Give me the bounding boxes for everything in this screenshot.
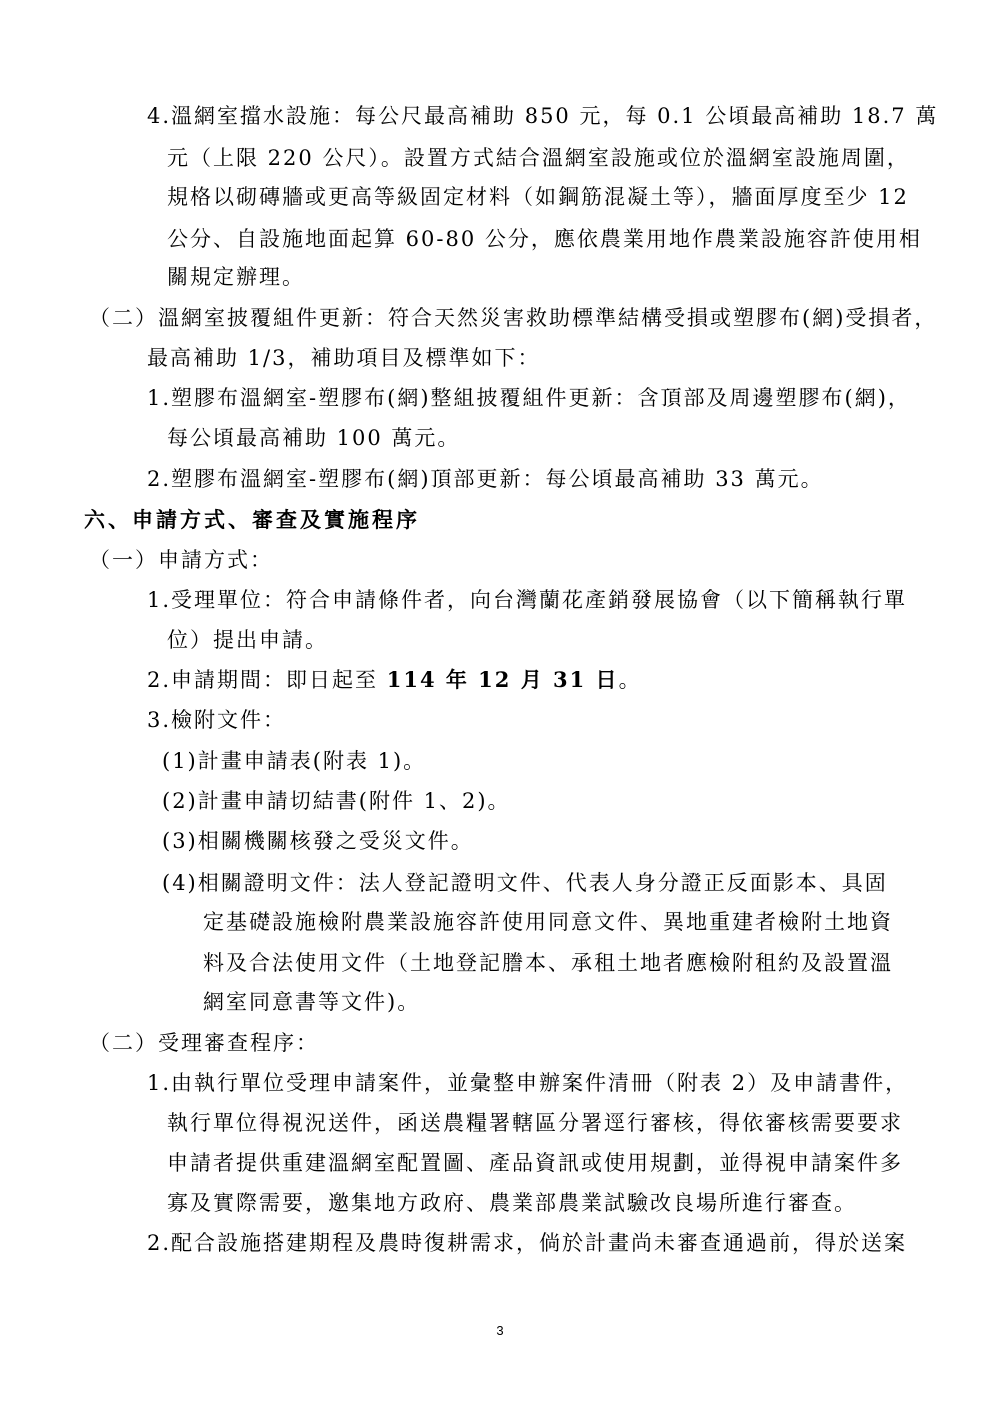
list-item-construction-schedule: 2.配合設施搭建期程及農時復耕需求，倘於計畫尚未審查通過前，得於送案 xyxy=(147,1231,908,1255)
paragraph-line: 規格以砌磚牆或更高等級固定材料（如鋼筋混凝土等），牆面厚度至少 12 xyxy=(167,185,909,209)
paragraph-line: 寡及實際需要，邀集地方政府、農業部農業試驗改良場所進行審查。 xyxy=(167,1191,857,1215)
paragraph-line: 料及合法使用文件（土地登記謄本、承租土地者應檢附租約及設置溫 xyxy=(203,951,893,975)
list-item-review-process: 1.由執行單位受理申請案件，並彙整申辦案件清冊（附表 2）及申請書件， xyxy=(147,1071,909,1095)
subsection-heading-review-procedure: （二）受理審查程序： xyxy=(89,1031,319,1055)
sub-item-certification-documents: (4)相關證明文件：法人登記證明文件、代表人身分證正反面影本、具固 xyxy=(162,871,888,895)
section-item-cover-component-renewal: （二）溫網室披覆組件更新：符合天然災害救助標準結構受損或塑膠布(網)受損者， xyxy=(89,306,938,330)
paragraph-line: 元（上限 220 公尺）。設置方式結合溫網室設施或位於溫網室設施周圍， xyxy=(167,146,910,170)
list-item-full-cover-renewal: 1.塑膠布溫網室-塑膠布(網)整組披覆組件更新：含頂部及周邊塑膠布(網)， xyxy=(147,386,911,410)
sub-item-disaster-documents: (3)相關機關核發之受災文件。 xyxy=(162,829,474,853)
sub-item-application-form: (1)計畫申請表(附表 1)。 xyxy=(162,749,427,773)
paragraph-line: 公分、自設施地面起算 60-80 公分，應依農業用地作農業設施容許使用相 xyxy=(167,227,922,251)
list-item-roof-renewal: 2.塑膠布溫網室-塑膠布(網)頂部更新：每公頃最高補助 33 萬元。 xyxy=(147,467,824,491)
paragraph-line: 申請者提供重建溫網室配置圖、產品資訊或使用規劃，並得視申請案件多 xyxy=(167,1151,903,1175)
paragraph-line: 每公頃最高補助 100 萬元。 xyxy=(167,426,461,450)
paragraph-line: 位）提出申請。 xyxy=(167,628,328,652)
application-period-label: 2.申請期間：即日起至 xyxy=(147,668,387,692)
application-deadline: 114 年 12 月 31 日 xyxy=(386,667,619,692)
paragraph-line: 網室同意書等文件)。 xyxy=(203,990,421,1014)
section-heading-application-procedure: 六、申請方式、審查及實施程序 xyxy=(84,507,420,532)
paragraph-line: 關規定辦理。 xyxy=(167,265,305,289)
paragraph-line: 最高補助 1/3，補助項目及標準如下： xyxy=(147,346,541,370)
paragraph-line: 定基礎設施檢附農業設施容許使用同意文件、異地重建者檢附土地資 xyxy=(203,910,893,934)
list-item-greenhouse-water-barrier: 4.溫網室擋水設施：每公尺最高補助 850 元，每 0.1 公頃最高補助 18.7 萬 xyxy=(147,104,939,128)
page-number: 3 xyxy=(496,1323,504,1338)
subsection-heading-application-method: （一）申請方式： xyxy=(89,548,273,572)
list-item-application-period xyxy=(147,665,642,695)
sub-item-affidavit: (2)計畫申請切結書(附件 1、2)。 xyxy=(162,789,511,813)
punctuation: 。 xyxy=(618,668,642,692)
paragraph-line: 執行單位得視況送件，函送農糧署轄區分署逕行審核，得依審核需要要求 xyxy=(167,1111,903,1135)
list-item-attached-documents: 3.檢附文件： xyxy=(147,708,287,732)
list-item-receiving-unit: 1.受理單位：符合申請條件者，向台灣蘭花產銷發展協會（以下簡稱執行單 xyxy=(147,588,908,612)
